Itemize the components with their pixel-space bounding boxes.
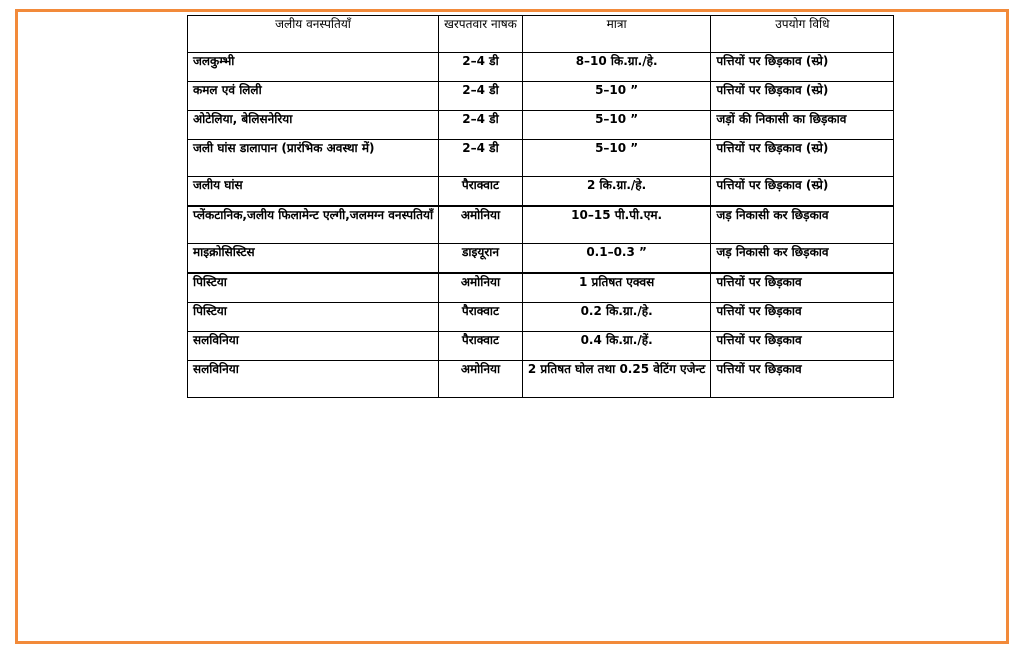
cell-plant: सलविनिया [188,361,439,398]
table-row [188,206,894,244]
cell-dose: 5–10 ” [522,82,710,111]
cell-method: पत्तियों पर छिड़काव (स्प्रे) [711,82,894,111]
cell-herbicide: 2–4 डी [439,111,523,140]
cell-plant: ओटेलिया, बेलिसनेरिया [188,111,439,140]
table-row [188,111,894,140]
cell-plant: पिस्टिया [188,303,439,332]
cell-herbicide: पैराक्वाट [439,332,523,361]
cell-dose: 0.2 कि.ग्रा./हे. [522,303,710,332]
table-row [188,303,894,332]
cell-herbicide: पैराक्वाट [439,177,523,207]
cell-herbicide: अमोनिया [439,273,523,303]
header-plant: जलीय वनस्पतियाँ [188,16,439,53]
cell-method: जड़ निकासी कर छिड़काव [711,244,894,274]
cell-plant: कमल एवं लिली [188,82,439,111]
cell-plant: माइक्रोसिस्टिस [188,244,439,274]
cell-plant: जली घांस डालापान (प्रारंभिक अवस्था में) [188,140,439,177]
cell-plant: पिस्टिया [188,273,439,303]
cell-method: पत्तियों पर छिड़काव (स्प्रे) [711,177,894,207]
cell-herbicide: 2–4 डी [439,140,523,177]
herbicide-table [187,15,894,398]
table-row [188,177,894,207]
cell-dose: 2 प्रतिषत घोल तथा 0.25 वेटिंग एजेन्ट [522,361,710,398]
header-herbicide: खरपतवार नाषक [439,16,523,53]
cell-method: पत्तियों पर छिड़काव [711,273,894,303]
cell-herbicide: डाइयूरान [439,244,523,274]
table-row [188,273,894,303]
cell-dose: 8–10 कि.ग्रा./हे. [522,53,710,82]
table-row [188,82,894,111]
cell-method: पत्तियों पर छिड़काव (स्प्रे) [711,53,894,82]
cell-dose: 0.1–0.3 ” [522,244,710,274]
cell-plant: जलीय घांस [188,177,439,207]
page-frame [15,9,1009,644]
cell-method: पत्तियों पर छिड़काव [711,361,894,398]
table-row [188,361,894,398]
table-row [188,332,894,361]
cell-herbicide: अमोनिया [439,206,523,244]
cell-method: जड़ निकासी कर छिड़काव [711,206,894,244]
cell-herbicide: 2–4 डी [439,53,523,82]
cell-herbicide: पैराक्वाट [439,303,523,332]
header-dose: मात्रा [522,16,710,53]
cell-plant: सलविनिया [188,332,439,361]
table-row [188,53,894,82]
cell-herbicide: 2–4 डी [439,82,523,111]
cell-dose: 5–10 ” [522,140,710,177]
table-row [188,244,894,274]
cell-dose: 2 कि.ग्रा./हे. [522,177,710,207]
cell-method: पत्तियों पर छिड़काव [711,303,894,332]
cell-dose: 0.4 कि.ग्रा./हें. [522,332,710,361]
cell-dose: 5–10 ” [522,111,710,140]
table-header-row [188,16,894,53]
cell-herbicide: अमोनिया [439,361,523,398]
table-row [188,140,894,177]
cell-plant: जलकुम्भी [188,53,439,82]
cell-plant: प्लेंकटानिक,जलीय फिलामेन्ट एल्गी,जलमग्न वनस्पतियाँ [188,206,439,244]
cell-method: जड़ों की निकासी का छिड़काव [711,111,894,140]
cell-dose: 1 प्रतिषत एक्वस [522,273,710,303]
cell-method: पत्तियों पर छिड़काव [711,332,894,361]
cell-method: पत्तियों पर छिड़काव (स्प्रे) [711,140,894,177]
header-method: उपयोग विधि [711,16,894,53]
cell-dose: 10–15 पी.पी.एम. [522,206,710,244]
